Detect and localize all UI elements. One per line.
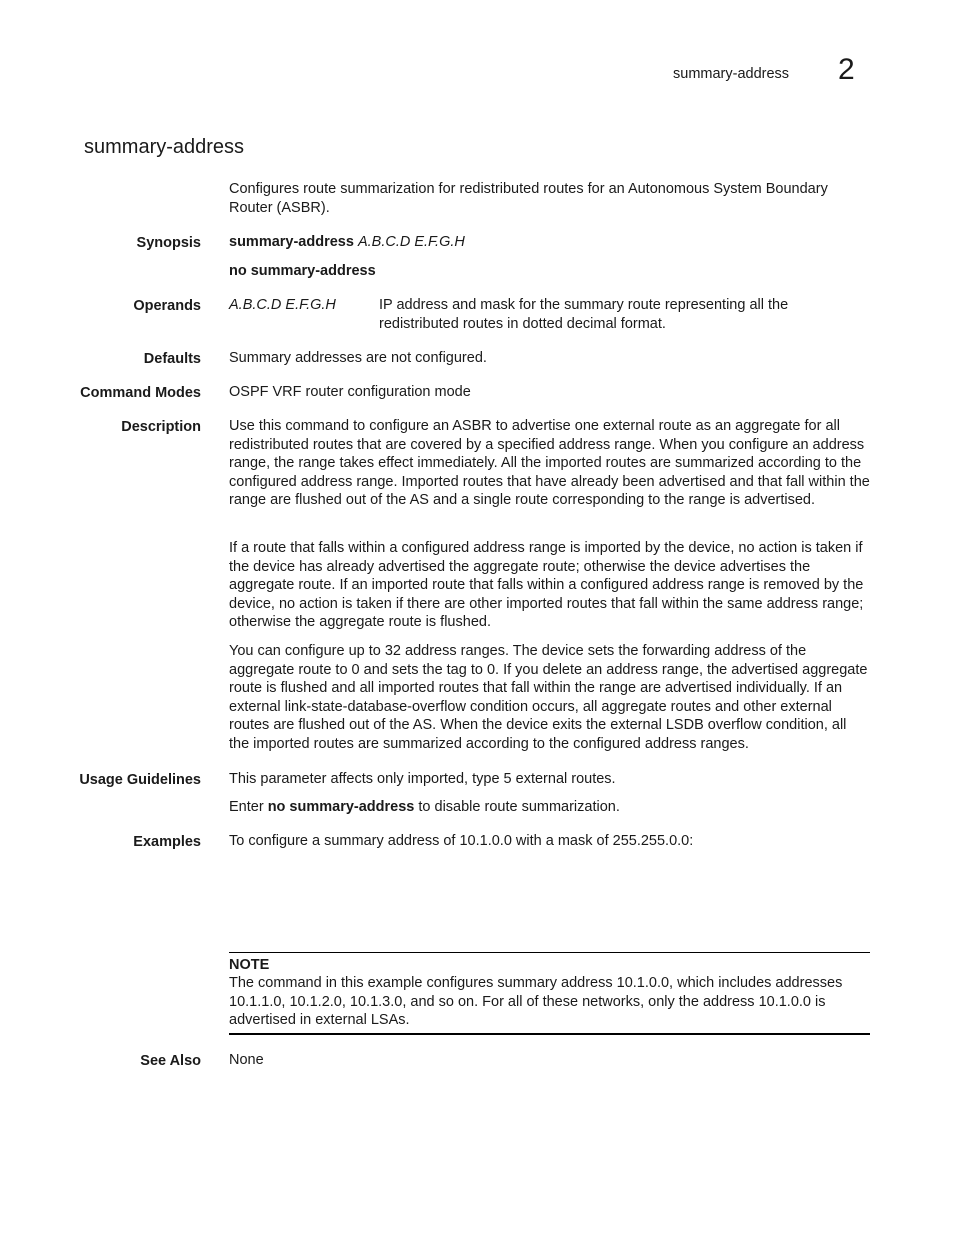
description-paragraph-1: Use this command to configure an ASBR to advertise one external route as an aggregate for all redistributed routes that are covered by a specified address range. When you configure an address range, the range takes effect immediately. All the imported routes are summarized according to the configured address range. Imported routes that have already been advertised and that fall within the range are flushed out of the AS and a single route corresponding to the range is advertised. [229,418,870,509]
command-modes-text: OSPF VRF router configuration mode [229,384,471,400]
intro-text: Configures route summarization for redistributed routes for an Autonomous System Boundary Router (ASBR). [229,181,828,216]
note-text: The command in this example configures summary address 10.1.0.0, which includes addresses 10.1.1.0, 10.1.2.0, 10.1.3.0, and so on. For all of these networks, only the address 10.1.0.0 is advertised in external LSAs. [229,975,843,1029]
synopsis-label: Synopsis [136,235,201,251]
defaults-label: Defaults [143,351,201,367]
synopsis-argument: A.B.C.D E.F.G.H [357,234,465,250]
chapter-number: 2 [838,53,855,86]
usage-text-suffix: to disable route summarization. [414,799,620,815]
operand-name: A.B.C.D E.F.G.H [229,297,336,313]
command-modes-label: Command Modes [80,385,201,401]
usage-paragraph-1: This parameter affects only imported, type 5 external routes. [229,771,616,787]
synopsis-command: summary-address [229,234,354,250]
note-box [229,952,870,1035]
description-label: Description [121,419,201,435]
operand-description: IP address and mask for the summary route representing all the redistributed routes in dotted decimal format. [379,297,789,332]
see-also-text: None [229,1052,264,1068]
page-title: summary-address [84,136,245,158]
operands-label: Operands [133,298,201,314]
examples-label: Examples [133,834,201,850]
usage-paragraph-2 [229,798,870,817]
description-paragraph-2: If a route that falls within a configured address range is imported by the device, no action is taken if the device has already advertised the aggregate route; otherwise the device advertises the aggregate route. If an imported route that falls within a configured address range is removed by the device, no action is taken if there are other imported routes that fall within the same address range; otherwise the aggregate route is flushed. [229,540,864,631]
running-header-title: summary-address [673,66,790,82]
note-heading: NOTE [229,957,270,973]
usage-guidelines-label: Usage Guidelines [79,772,201,788]
usage-command: no summary-address [267,799,415,815]
see-also-label: See Also [140,1053,201,1069]
description-paragraph-3: You can configure up to 32 address ranges. The device sets the forwarding address of the aggregate route to 0 and sets the tag to 0. If you delete an address range, the advertised aggregate route is flushed and all imported routes that fall within the range are advertised individually. If an external link-state-database-overflow condition occurs, all aggregate routes and other external routes are flushed out of the AS. When the device exits the external LSDB overflow condition, all the imported routes are summarized according to the configured address ranges. [229,643,868,752]
synopsis-line-2: no summary-address [229,263,376,279]
synopsis-line-1 [229,233,870,252]
defaults-text: Summary addresses are not configured. [229,350,487,366]
examples-text: To configure a summary address of 10.1.0.0 with a mask of 255.255.0.0: [229,833,694,849]
usage-text-prefix: Enter [229,799,268,815]
